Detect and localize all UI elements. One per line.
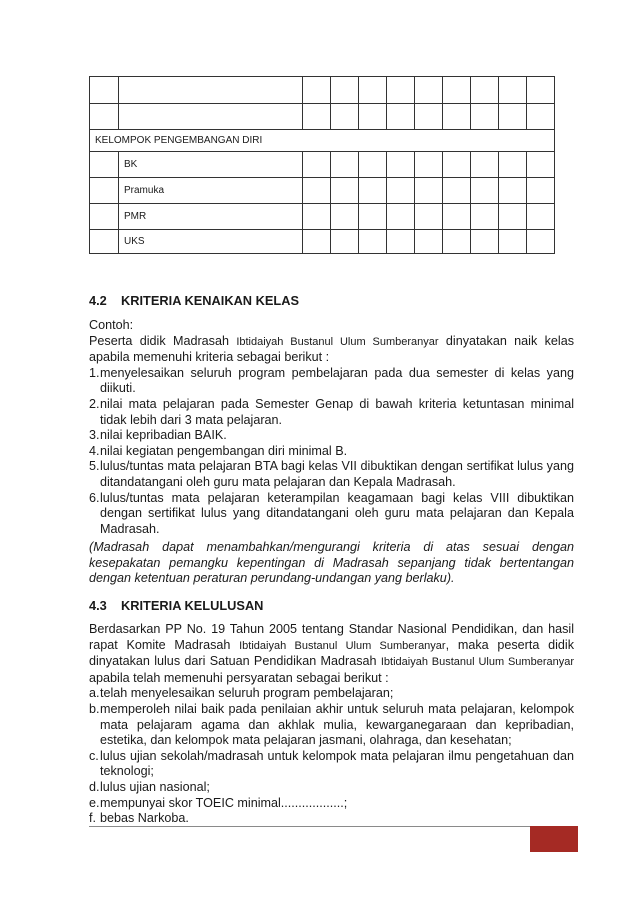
list-marker: 6. bbox=[89, 490, 100, 505]
list-text: menyelesaikan seluruh program pembelajaran pada dua semester di kelas yang diikuti. bbox=[100, 365, 574, 396]
table-row bbox=[90, 178, 555, 204]
item-label: PMR bbox=[119, 204, 303, 230]
section-heading-4-3 bbox=[89, 598, 574, 614]
section-4-2-body bbox=[89, 318, 574, 537]
list-marker: 5. bbox=[89, 459, 100, 474]
section-heading-4-2 bbox=[89, 293, 574, 309]
list-text: mempunyai skor TOEIC minimal..................; bbox=[100, 795, 348, 810]
intro-text: Berdasarkan PP No. 19 Tahun 2005 tentang Standar Nasional Pendidikan, dan hasil rapat Komite Madrasah bbox=[89, 622, 574, 652]
list-text: memperoleh nilai baik pada penilaian akhir untuk seluruh mata pelajaran, kelompok mata pelajaram agama dan akhlak mulia, kewarganegaraan dan kepribadian, estetika, dan kelompok mata pelajaran jasmani, olahraga, dan kesehatan; bbox=[100, 701, 574, 748]
list-item bbox=[89, 686, 574, 702]
list-text: nilai kegiatan pengembangan diri minimal B. bbox=[100, 443, 348, 458]
item-label: UKS bbox=[119, 230, 303, 254]
list-marker: d. bbox=[89, 779, 100, 794]
list-item bbox=[89, 366, 574, 397]
list-marker: c. bbox=[89, 748, 99, 763]
table-row bbox=[90, 152, 555, 178]
list-marker: 2. bbox=[89, 396, 100, 411]
list-text: nilai kepribadian BAIK. bbox=[100, 428, 227, 443]
footer-divider bbox=[89, 826, 578, 827]
list-text: bebas Narkoba. bbox=[100, 811, 189, 826]
list-marker: a. bbox=[89, 686, 100, 701]
school-name: Ibtidaiyah Bustanul Ulum Sumberanyar bbox=[380, 656, 575, 669]
section-label: KELOMPOK PENGEMBANGAN DIRI bbox=[90, 130, 555, 152]
list-item bbox=[89, 491, 574, 538]
list-item bbox=[89, 428, 574, 444]
list-marker: 3. bbox=[89, 428, 100, 443]
contoh-label: Contoh: bbox=[89, 318, 134, 332]
intro-text: Peserta didik Madrasah bbox=[89, 333, 237, 348]
list-marker: 1. bbox=[89, 365, 100, 380]
list-item bbox=[89, 796, 574, 812]
intro-text: dinyatakan naik kelas apabila memenuhi kriteria sebagai berikut : bbox=[89, 333, 574, 365]
intro-paragraph bbox=[89, 622, 574, 686]
section-number: 4.2 bbox=[89, 293, 107, 308]
item-label: BK bbox=[119, 152, 303, 178]
table-row bbox=[90, 77, 555, 104]
note-paragraph: (Madrasah dapat menambahkan/mengurangi kriteria di atas sesuai dengan kesepakatan pemangku kepentingan di Madrasah sepanjang tidak bertentangan dengan ketentuan peraturan perundang-undangan yang berlaku). bbox=[89, 540, 574, 586]
list-text: lulus/tuntas mata pelajaran BTA bagi kelas VII dibuktikan dengan sertifikat lulus yang ditandatangani oleh guru mata pelajaran dan Kepala Madrasah. bbox=[100, 459, 574, 489]
intro-text: apabila telah memenuhi persyaratan sebagai berikut : bbox=[89, 670, 389, 685]
list-marker: b. bbox=[89, 701, 100, 716]
section-title: KRITERIA KENAIKAN KELAS bbox=[121, 293, 299, 308]
list-item bbox=[89, 444, 574, 460]
list-text: lulus ujian nasional; bbox=[100, 779, 210, 794]
table-row bbox=[90, 104, 555, 130]
section-4-3-body bbox=[89, 622, 574, 827]
intro-text: , maka peserta didik dinyatakan lulus dari Satuan Pendidikan Madrasah bbox=[89, 637, 575, 669]
intro-paragraph bbox=[89, 334, 574, 366]
list-item bbox=[89, 811, 574, 827]
table-section-row bbox=[90, 130, 555, 152]
school-name: Ibtidaiyah Bustanul Ulum Sumberanyar bbox=[239, 639, 446, 652]
list-marker: e. bbox=[89, 795, 100, 810]
table-row bbox=[90, 230, 555, 254]
table-row bbox=[90, 204, 555, 230]
list-item bbox=[89, 397, 574, 428]
list-item bbox=[89, 749, 574, 780]
list-marker: f. bbox=[89, 811, 96, 826]
list-marker: 4. bbox=[89, 443, 100, 458]
assessment-table bbox=[89, 76, 555, 254]
list-text: telah menyelesaikan seluruh program pembelajaran; bbox=[100, 686, 394, 701]
section-number: 4.3 bbox=[89, 598, 107, 613]
list-item bbox=[89, 459, 574, 490]
list-text: lulus/tuntas mata pelajaran keterampilan keagamaan bagi kelas VIII dibuktikan dengan sertifikat lulus yang ditandatangani oleh guru mata pelajaran dan Kepala Madrasah. bbox=[100, 490, 574, 536]
page-number-box bbox=[530, 826, 578, 852]
list-item bbox=[89, 702, 574, 749]
list-text: nilai mata pelajaran pada Semester Genap di bawah kriteria ketuntasan minimal tidak lebih dari 3 mata pelajaran. bbox=[100, 396, 574, 427]
section-title: KRITERIA KELULUSAN bbox=[121, 598, 264, 613]
item-label: Pramuka bbox=[119, 178, 303, 204]
list-text: lulus ujian sekolah/madrasah untuk kelompok mata pelajaran ilmu pengetahuan dan teknologi; bbox=[100, 748, 574, 779]
school-name: Ibtidaiyah Bustanul Ulum Sumberanyar bbox=[236, 335, 439, 348]
list-item bbox=[89, 780, 574, 796]
